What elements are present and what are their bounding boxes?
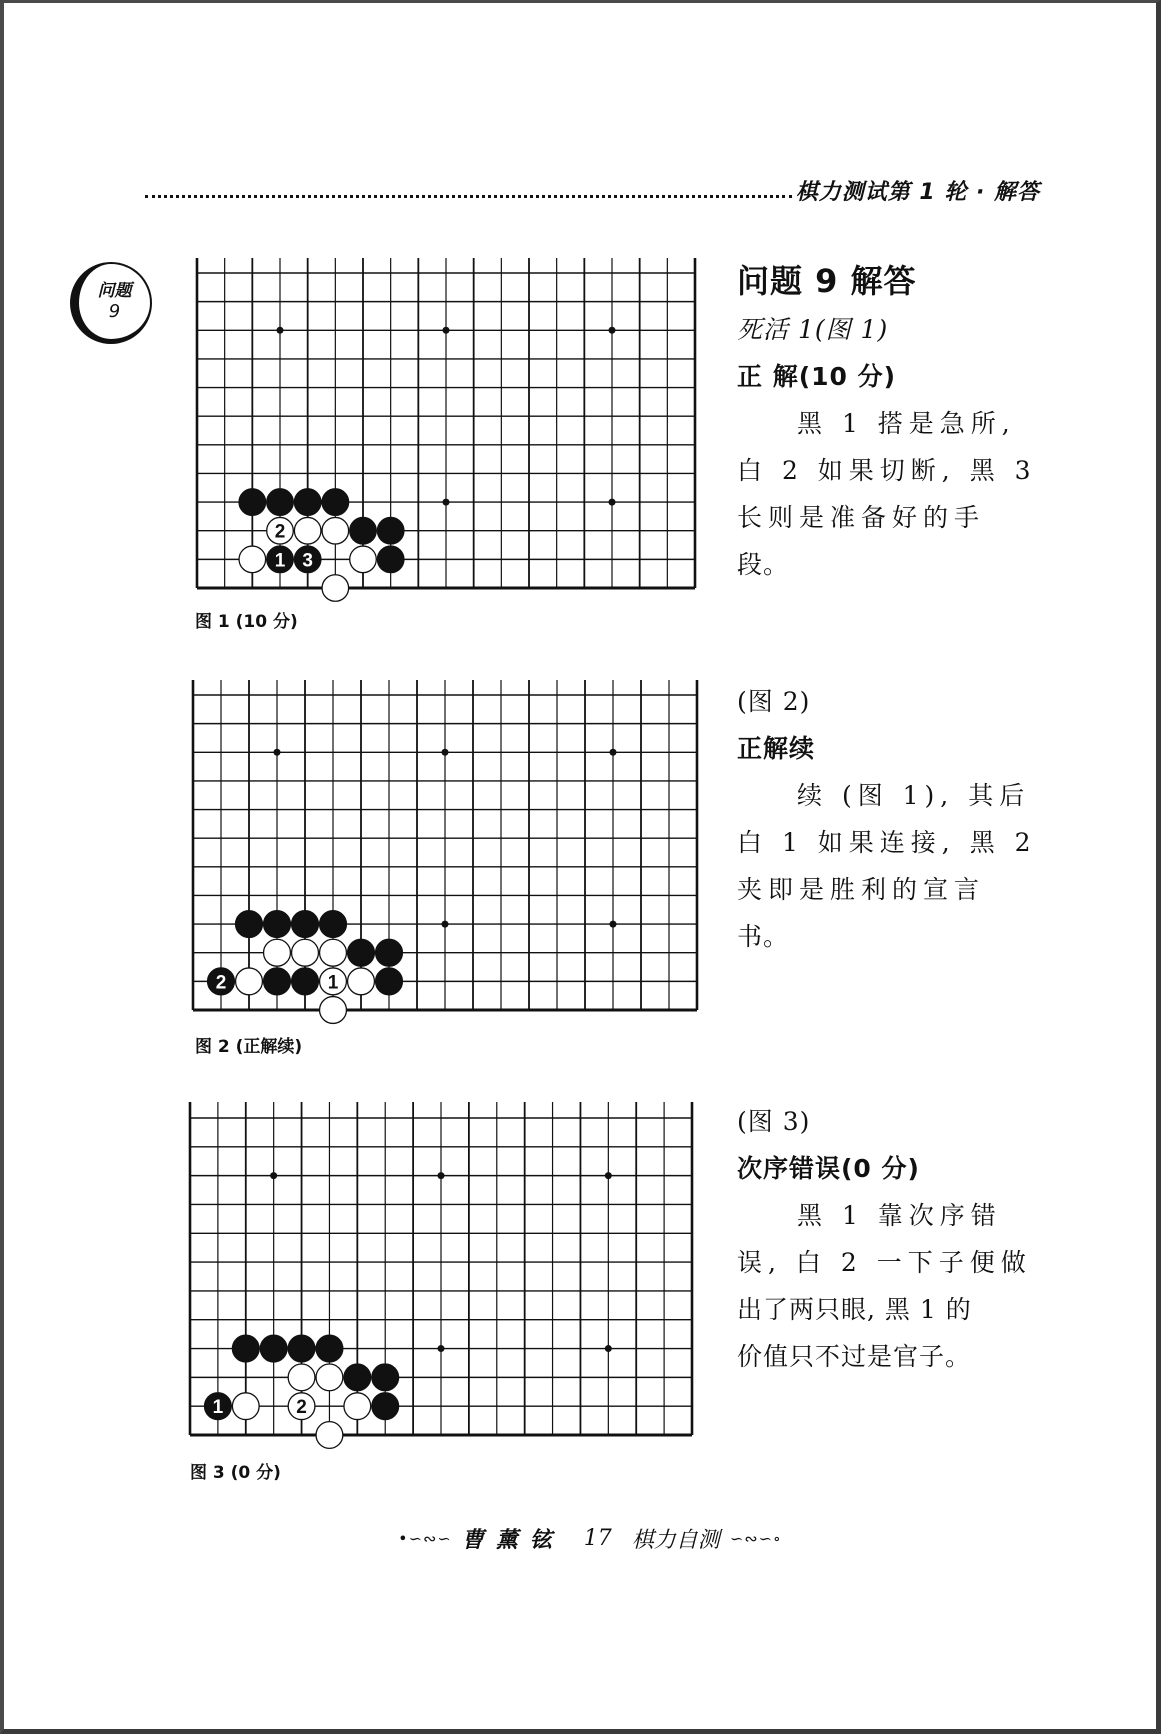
black-stone — [267, 489, 294, 516]
section-2-line-2: 白 1 如果连接, 黑 2 — [737, 828, 1037, 857]
white-stone — [320, 997, 347, 1024]
footer-book-title: 棋力自测 — [631, 1527, 720, 1553]
white-stone — [322, 517, 349, 544]
black-stone — [377, 517, 404, 544]
white-stone — [320, 939, 347, 966]
black-stone — [376, 968, 403, 995]
go-board-figure-2 — [173, 680, 717, 1050]
svg-text:2: 2 — [215, 972, 227, 994]
black-stone — [264, 911, 291, 938]
black-stone — [350, 517, 377, 544]
black-stone — [292, 911, 319, 938]
black-stone — [239, 489, 266, 516]
svg-text:2: 2 — [296, 1397, 307, 1419]
section-1-line-3: 长则是准备好的手 — [737, 503, 986, 532]
footer-ornament-left-icon: •∽∾∽ — [398, 1528, 452, 1548]
section-3-ref: (图 3) — [737, 1107, 811, 1136]
section-2-line-1: 续 (图 1), 其后 — [797, 781, 1031, 810]
black-stone — [294, 489, 321, 516]
section-1-line-2: 白 2 如果切断, 黑 3 — [737, 456, 1037, 485]
black-stone — [344, 1364, 371, 1391]
section-3-text — [737, 1098, 1037, 1380]
white-stone — [236, 968, 263, 995]
white-stone — [239, 546, 266, 573]
black-stone — [236, 911, 263, 938]
section-2-ref: (图 2) — [737, 687, 811, 716]
question-badge-icon — [70, 262, 152, 344]
section-2-line-3: 夹即是胜利的宣言 — [737, 875, 986, 904]
white-stone — [292, 939, 319, 966]
section-1-line-4: 段。 — [737, 550, 790, 579]
black-stone-1 — [205, 1393, 232, 1420]
leader-dots — [145, 195, 792, 198]
white-stone — [350, 546, 377, 573]
black-stone — [232, 1335, 259, 1362]
white-stone — [348, 968, 375, 995]
white-stone — [322, 575, 349, 602]
black-stone — [264, 968, 291, 995]
question-badge-label: 问题 — [97, 280, 132, 301]
figure-2-caption: 图 2 (正解续) — [195, 1037, 303, 1057]
section-3-line-1: 黑 1 靠次序错 — [797, 1201, 1002, 1230]
black-stone — [372, 1364, 399, 1391]
go-board-figure-3 — [170, 1102, 712, 1475]
footer-author: 曹薰铉 — [461, 1526, 564, 1553]
svg-text:3: 3 — [302, 550, 313, 572]
black-stone-3 — [294, 546, 321, 573]
section-2-line-4: 书。 — [737, 922, 790, 951]
section-1-title: 问题 9 解答 — [737, 262, 917, 300]
black-stone — [372, 1393, 399, 1420]
page-footer — [370, 1522, 810, 1554]
svg-text:1: 1 — [212, 1397, 224, 1419]
running-head — [145, 172, 1040, 206]
question-badge-number: 9 — [108, 300, 121, 322]
black-stone — [292, 968, 319, 995]
white-stone — [344, 1393, 371, 1420]
white-stone-1 — [320, 968, 347, 995]
white-stone — [316, 1364, 343, 1391]
go-board-figure-1 — [177, 258, 715, 628]
running-head-title: 棋力测试第 1 轮 · 解答 — [795, 180, 1040, 205]
black-stone — [376, 939, 403, 966]
section-3-line-2: 误, 白 2 一下子便做 — [737, 1248, 1032, 1277]
black-stone-1 — [267, 546, 294, 573]
section-2-text — [737, 678, 1037, 960]
black-stone — [377, 546, 404, 573]
white-stone — [316, 1422, 343, 1449]
white-stone — [232, 1393, 259, 1420]
figure-3-caption: 图 3 (0 分) — [190, 1463, 281, 1483]
section-1-text — [737, 256, 1037, 588]
white-stone — [288, 1364, 315, 1391]
page-number: 17 — [583, 1525, 612, 1551]
section-1-verdict: 正 解(10 分) — [737, 362, 897, 391]
white-stone — [264, 939, 291, 966]
figure-1-caption: 图 1 (10 分) — [195, 612, 298, 632]
black-stone-2 — [208, 968, 235, 995]
svg-text:2: 2 — [274, 521, 286, 543]
section-3-line-4: 价值只不过是官子。 — [737, 1342, 972, 1371]
svg-text:1: 1 — [327, 972, 339, 994]
section-3-verdict: 次序错误(0 分) — [737, 1154, 920, 1183]
black-stone — [348, 939, 375, 966]
black-stone — [288, 1335, 315, 1362]
section-2-verdict: 正解续 — [737, 734, 816, 763]
section-1-subtitle: 死活 1(图 1) — [737, 315, 889, 344]
black-stone — [316, 1335, 343, 1362]
svg-text:1: 1 — [274, 550, 286, 572]
white-stone — [294, 517, 321, 544]
section-3-line-3: 出了两只眼, 黑 1 的 — [737, 1295, 972, 1324]
white-stone-2 — [267, 517, 294, 544]
footer-ornament-right-icon: ∽∾∽∘ — [729, 1528, 782, 1548]
section-1-line-1: 黑 1 搭是急所, — [797, 409, 1016, 438]
black-stone — [322, 489, 349, 516]
white-stone-2 — [288, 1393, 315, 1420]
black-stone — [320, 911, 347, 938]
black-stone — [260, 1335, 287, 1362]
